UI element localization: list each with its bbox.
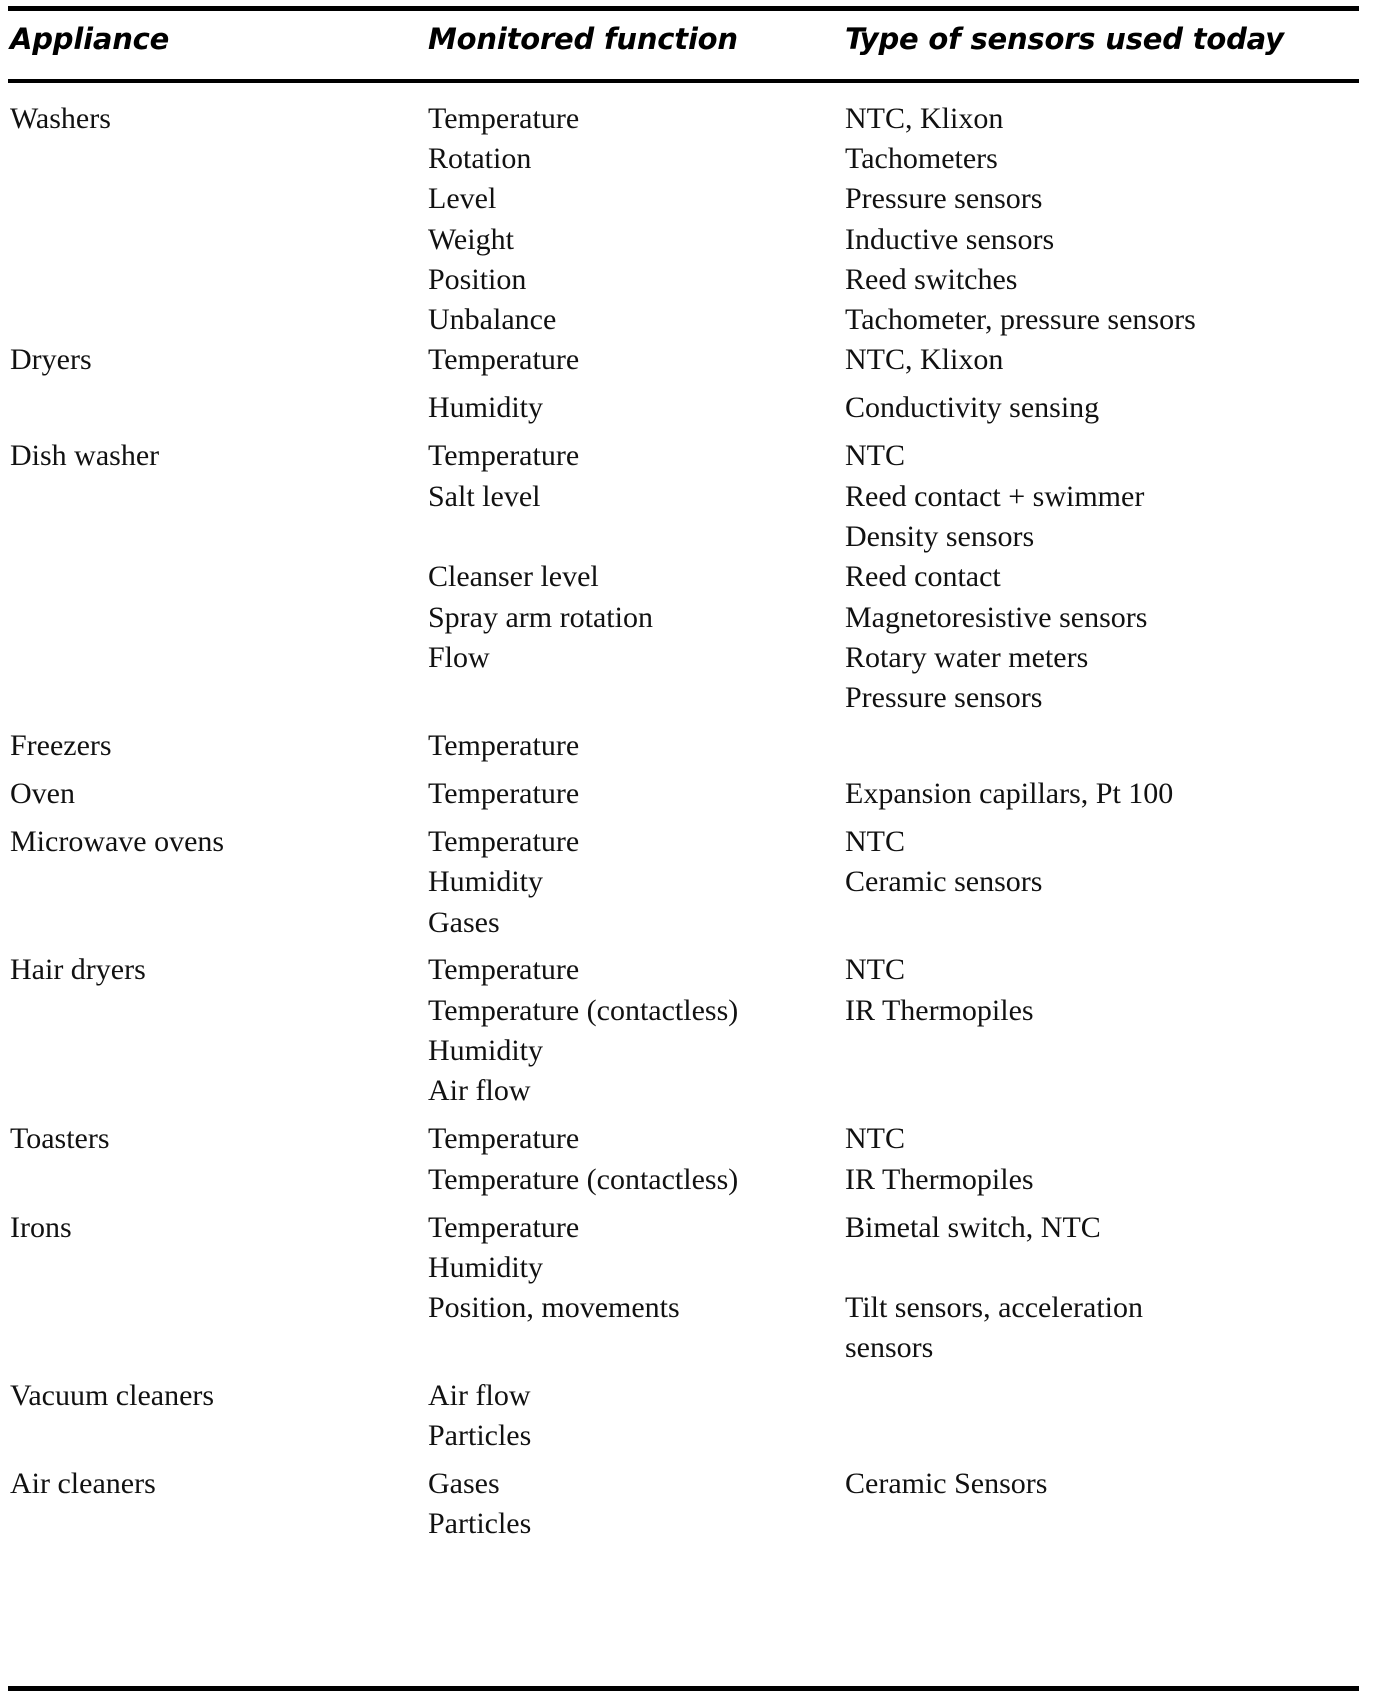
cell-sensor-type: Reed switches — [845, 263, 1018, 296]
table-row — [0, 1032, 1375, 1072]
table-row — [0, 558, 1375, 598]
cell-monitored-function: Position — [428, 263, 527, 296]
cell-monitored-function: Gases — [428, 1467, 500, 1500]
table-row — [0, 301, 1375, 341]
cell-monitored-function: Level — [428, 182, 497, 215]
cell-monitored-function: Temperature — [428, 343, 580, 376]
cell-monitored-function: Temperature — [428, 729, 580, 762]
table-row — [0, 1161, 1375, 1201]
cell-sensor-type: sensors — [845, 1331, 934, 1364]
cell-appliance: Hair dryers — [10, 953, 146, 986]
table-row — [0, 100, 1375, 140]
cell-sensor-type: Tilt sensors, acceleration — [845, 1291, 1143, 1324]
table-row — [0, 1377, 1375, 1417]
cell-monitored-function: Weight — [428, 223, 514, 256]
cell-monitored-function: Temperature — [428, 439, 580, 472]
table-row — [0, 1417, 1375, 1457]
table-row — [0, 1329, 1375, 1369]
cell-sensor-type: IR Thermopiles — [845, 994, 1034, 1027]
table-row — [0, 1120, 1375, 1160]
cell-monitored-function: Air flow — [428, 1074, 531, 1107]
cell-monitored-function: Temperature (contactless) — [428, 1163, 739, 1196]
column-header-sensor-type: Type of sensors used today — [845, 22, 1284, 56]
cell-appliance: Toasters — [10, 1122, 110, 1155]
table-row — [0, 863, 1375, 903]
cell-monitored-function: Humidity — [428, 1251, 544, 1284]
cell-sensor-type: Tachometer, pressure sensors — [845, 303, 1196, 336]
cell-appliance: Washers — [10, 102, 111, 135]
cell-monitored-function: Flow — [428, 641, 490, 674]
table-row — [0, 599, 1375, 639]
cell-monitored-function: Salt level — [428, 480, 541, 513]
cell-appliance: Dish washer — [10, 439, 160, 472]
cell-appliance: Oven — [10, 777, 75, 810]
cell-sensor-type: NTC — [845, 825, 905, 858]
cell-monitored-function: Temperature (contactless) — [428, 994, 739, 1027]
cell-monitored-function: Air flow — [428, 1379, 531, 1412]
cell-sensor-type: Ceramic Sensors — [845, 1467, 1048, 1500]
cell-sensor-type: Pressure sensors — [845, 681, 1043, 714]
cell-sensor-type: Bimetal switch, NTC — [845, 1211, 1101, 1244]
table-row — [0, 1249, 1375, 1289]
cell-appliance: Vacuum cleaners — [10, 1379, 215, 1412]
cell-monitored-function: Humidity — [428, 865, 544, 898]
cell-monitored-function: Position, movements — [428, 1291, 680, 1324]
table-row — [0, 679, 1375, 719]
table-row — [0, 518, 1375, 558]
cell-sensor-type: IR Thermopiles — [845, 1163, 1034, 1196]
cell-monitored-function: Unbalance — [428, 303, 557, 336]
table-row — [0, 951, 1375, 991]
cell-sensor-type: Conductivity sensing — [845, 391, 1100, 424]
cell-sensor-type: Reed contact + swimmer — [845, 480, 1145, 513]
cell-sensor-type: Magnetoresistive sensors — [845, 601, 1148, 634]
cell-sensor-type: NTC, Klixon — [845, 343, 1004, 376]
table-row — [0, 478, 1375, 518]
cell-sensor-type: Pressure sensors — [845, 182, 1043, 215]
cell-monitored-function: Temperature — [428, 1122, 580, 1155]
table-row — [0, 1209, 1375, 1249]
cell-sensor-type: Inductive sensors — [845, 223, 1055, 256]
table-row — [0, 261, 1375, 301]
cell-sensor-type: Ceramic sensors — [845, 865, 1043, 898]
cell-monitored-function: Rotation — [428, 142, 532, 175]
cell-sensor-type: NTC — [845, 1122, 905, 1155]
table-row — [0, 221, 1375, 261]
cell-monitored-function: Temperature — [428, 825, 580, 858]
table-row — [0, 992, 1375, 1032]
cell-monitored-function: Particles — [428, 1419, 532, 1452]
table-row — [0, 1465, 1375, 1505]
table-row — [0, 180, 1375, 220]
cell-appliance: Air cleaners — [10, 1467, 156, 1500]
cell-monitored-function: Particles — [428, 1507, 532, 1540]
cell-appliance: Freezers — [10, 729, 112, 762]
table-row — [0, 775, 1375, 815]
cell-monitored-function: Spray arm rotation — [428, 601, 653, 634]
cell-monitored-function: Humidity — [428, 1034, 544, 1067]
cell-appliance: Irons — [10, 1211, 72, 1244]
cell-sensor-type: Density sensors — [845, 520, 1035, 553]
cell-sensor-type: NTC — [845, 439, 905, 472]
table-bottom-rule — [8, 1686, 1359, 1691]
cell-monitored-function: Temperature — [428, 1211, 580, 1244]
cell-appliance: Microwave ovens — [10, 825, 225, 858]
table-row — [0, 437, 1375, 477]
table-row — [0, 639, 1375, 679]
table-row — [0, 823, 1375, 863]
cell-sensor-type: Rotary water meters — [845, 641, 1089, 674]
column-header-monitored-function: Monitored function — [428, 22, 738, 56]
cell-sensor-type: Reed contact — [845, 560, 1001, 593]
cell-appliance: Dryers — [10, 343, 92, 376]
cell-monitored-function: Cleanser level — [428, 560, 599, 593]
table-row — [0, 140, 1375, 180]
table-row — [0, 1289, 1375, 1329]
table-row — [0, 1072, 1375, 1112]
cell-monitored-function: Temperature — [428, 102, 580, 135]
cell-monitored-function: Temperature — [428, 777, 580, 810]
cell-sensor-type: Expansion capillars, Pt 100 — [845, 777, 1174, 810]
column-header-appliance: Appliance — [10, 22, 170, 56]
table-row — [0, 1505, 1375, 1545]
table-row — [0, 341, 1375, 381]
table-row — [0, 389, 1375, 429]
cell-sensor-type: NTC, Klixon — [845, 102, 1004, 135]
cell-sensor-type: Tachometers — [845, 142, 998, 175]
cell-sensor-type: NTC — [845, 953, 905, 986]
table-row — [0, 727, 1375, 767]
cell-monitored-function: Temperature — [428, 953, 580, 986]
cell-monitored-function: Gases — [428, 906, 500, 939]
cell-monitored-function: Humidity — [428, 391, 544, 424]
table-row — [0, 904, 1375, 944]
